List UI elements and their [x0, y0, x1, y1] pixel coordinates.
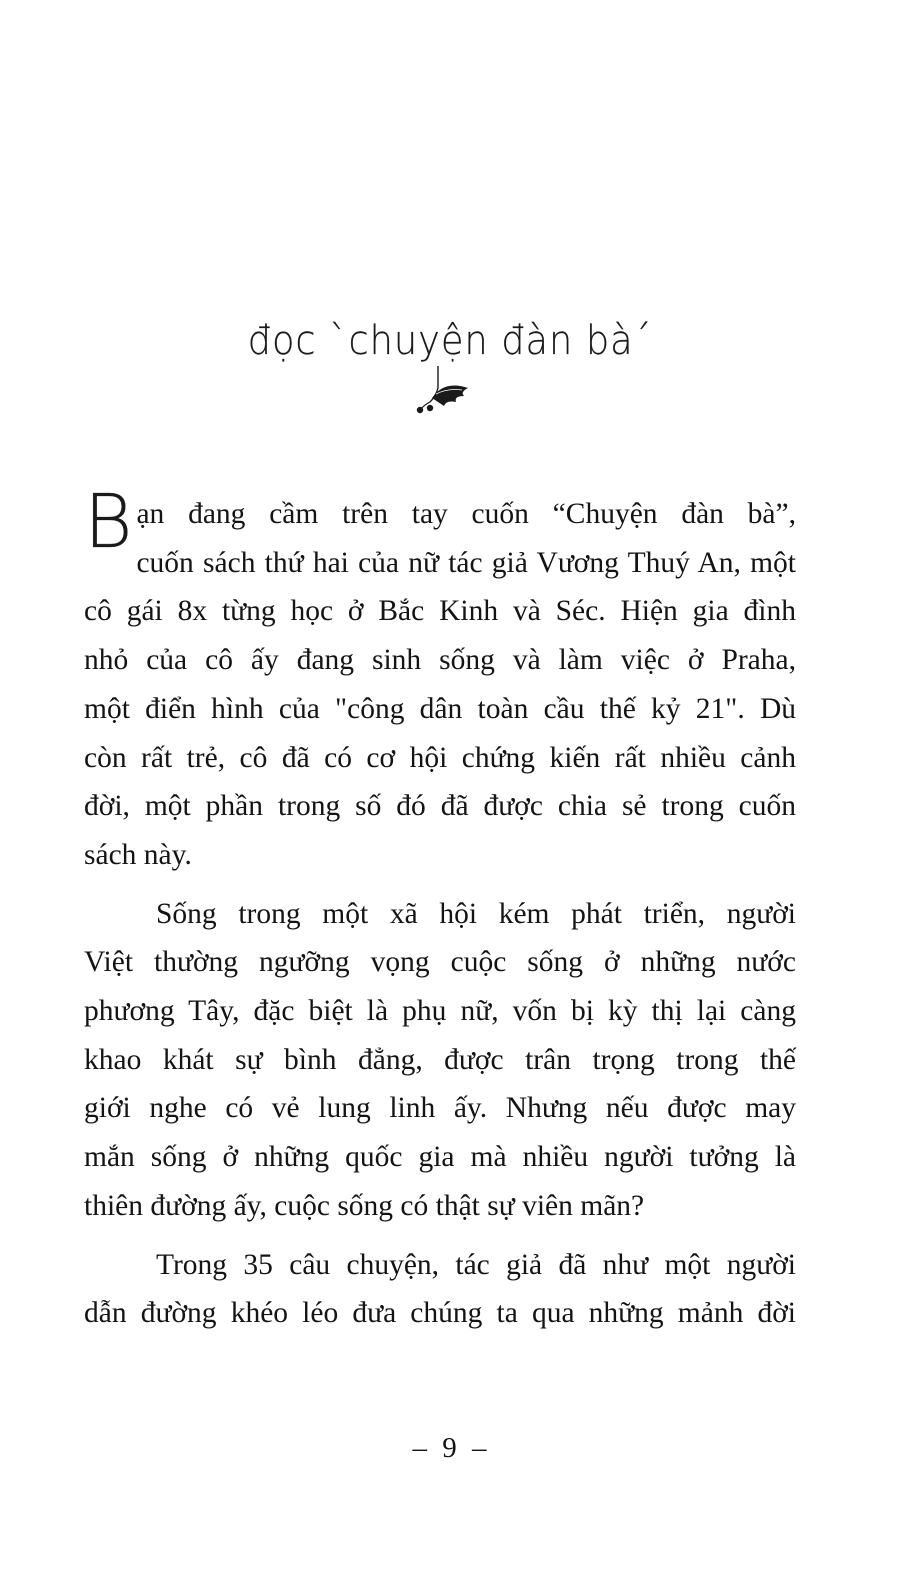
body-text	[84, 479, 796, 1348]
text-line: mắn sống ở những quốc gia mà nhiều người tưởng là	[84, 1141, 796, 1174]
chapter-heading	[200, 318, 700, 448]
paragraph-3	[84, 1241, 796, 1338]
paragraph-1	[84, 479, 796, 880]
text-line: Trong 35 câu chuyện, tác giả đã như một người	[156, 1248, 796, 1281]
text-line: một điển hình của "công dân toàn cầu thế kỷ 21". Dù	[84, 692, 796, 725]
text-line: đời, một phần trong số đó đã được chia sẻ trong cuốn	[84, 790, 796, 823]
text-line: dẫn đường khéo léo đưa chúng ta qua những mảnh đời	[84, 1297, 796, 1330]
text-line: Sống trong một xã hội kém phát triển, người	[156, 897, 796, 930]
text-line: thiên đường ấy, cuộc sống có thật sự viên mãn?	[84, 1189, 645, 1222]
text-line: Việt thường ngưỡng vọng cuộc sống ở những nước	[84, 946, 796, 979]
text-line: phương Tây, đặc biệt là phụ nữ, vốn bị kỳ thị lại càng	[84, 995, 796, 1028]
text-line: khao khát sự bình đẳng, được trân trọng trong thế	[84, 1043, 796, 1076]
text-line: sách này.	[84, 838, 192, 871]
text-line: cô gái 8x từng học ở Bắc Kinh và Séc. Hiện gia đình	[84, 595, 796, 628]
text-line: còn rất trẻ, cô đã có cơ hội chứng kiến rất nhiều cảnh	[84, 741, 796, 774]
drop-cap: B	[84, 479, 133, 565]
text-line: cuốn sách thứ hai của nữ tác giả Vương Thuý An, một	[136, 546, 796, 579]
paragraph-2	[84, 890, 796, 1231]
text-line: giới nghe có vẻ lung linh ấy. Nhưng nếu được may	[84, 1092, 796, 1125]
leaf-sprig-icon	[408, 358, 478, 428]
text-line: nhỏ của cô ấy đang sinh sống và làm việc ở Praha,	[84, 644, 796, 677]
chapter-title: đọc `chuyện đàn bà´	[247, 318, 653, 364]
page-number: – 9 –	[412, 1432, 491, 1464]
text-line: ạn đang cầm trên tay cuốn “Chuyện đàn bà”,	[136, 498, 796, 530]
